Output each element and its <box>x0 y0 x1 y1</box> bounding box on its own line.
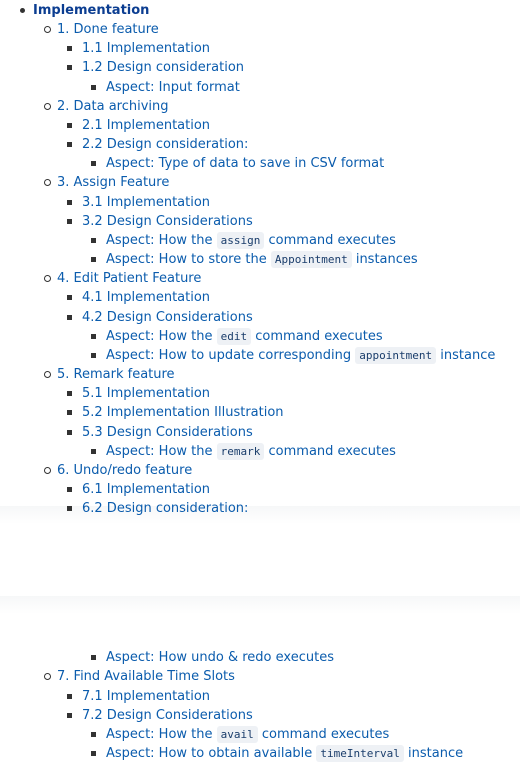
circle-bullet <box>44 371 51 378</box>
toc-link[interactable] <box>106 250 418 269</box>
square-bullet <box>67 391 72 396</box>
link-text: Aspect: How to update corresponding <box>106 348 356 363</box>
square-bullet <box>91 655 96 660</box>
toc-link[interactable]: 7.2 Design Considerations <box>82 708 253 723</box>
inline-code: avail <box>217 726 258 743</box>
link-text: instance <box>403 746 464 761</box>
square-bullet <box>91 732 96 737</box>
link-text: command executes <box>251 329 383 344</box>
inline-code: Appointment <box>271 251 352 268</box>
inline-code: appointment <box>355 347 436 364</box>
toc-link[interactable]: Aspect: Input format <box>106 80 240 95</box>
toc-link[interactable]: 2.2 Design consideration: <box>82 137 249 152</box>
square-bullet <box>91 353 96 358</box>
inline-code: assign <box>217 232 265 249</box>
toc-link[interactable]: 2. Data archiving <box>57 99 169 114</box>
link-text: Aspect: How the <box>106 727 217 742</box>
square-bullet <box>91 449 96 454</box>
link-text: instances <box>351 252 418 267</box>
link-text: command executes <box>264 444 396 459</box>
circle-bullet <box>44 673 51 680</box>
square-bullet <box>67 295 72 300</box>
circle-bullet <box>44 179 51 186</box>
circle-bullet <box>44 26 51 33</box>
square-bullet <box>91 238 96 243</box>
square-bullet <box>91 334 96 339</box>
square-bullet <box>67 65 72 70</box>
toc-link[interactable]: 3. Assign Feature <box>57 175 170 190</box>
toc-link[interactable] <box>106 346 495 365</box>
toc-link[interactable]: 6. Undo/redo feature <box>57 463 193 478</box>
square-bullet <box>91 257 96 262</box>
toc-link[interactable]: 3.1 Implementation <box>82 195 211 210</box>
square-bullet <box>67 123 72 128</box>
square-bullet <box>67 694 72 699</box>
toc-link[interactable]: 5.1 Implementation <box>82 386 211 401</box>
toc-link[interactable]: 1. Done feature <box>57 22 159 37</box>
toc-link[interactable]: Aspect: Type of data to save in CSV format <box>106 156 385 171</box>
toc-link[interactable]: 4.2 Design Considerations <box>82 310 253 325</box>
inline-code: timeInterval <box>316 745 403 762</box>
circle-bullet <box>44 467 51 474</box>
square-bullet <box>91 161 96 166</box>
link-text: Aspect: How the <box>106 329 217 344</box>
toc-link[interactable]: 4.1 Implementation <box>82 290 211 305</box>
square-bullet <box>67 487 72 492</box>
toc-link[interactable]: 3.2 Design Considerations <box>82 214 253 229</box>
toc-link[interactable] <box>106 744 463 763</box>
inline-code: remark <box>217 443 265 460</box>
toc-link[interactable]: 6.1 Implementation <box>82 482 211 497</box>
square-bullet <box>67 219 72 224</box>
disc-bullet <box>20 8 25 13</box>
square-bullet <box>67 142 72 147</box>
square-bullet <box>67 506 72 511</box>
toc-link[interactable]: 5.2 Implementation Illustration <box>82 405 284 420</box>
toc-link[interactable]: 5.3 Design Considerations <box>82 425 253 440</box>
link-text: command executes <box>257 727 390 742</box>
square-bullet <box>67 46 72 51</box>
toc-link[interactable]: 2.1 Implementation <box>82 118 211 133</box>
square-bullet <box>67 713 72 718</box>
toc-link[interactable]: 7.1 Implementation <box>82 689 211 704</box>
square-bullet <box>91 85 96 90</box>
circle-bullet <box>44 275 51 282</box>
link-text: Aspect: How to obtain available <box>106 746 317 761</box>
square-bullet <box>67 430 72 435</box>
square-bullet <box>67 200 72 205</box>
circle-bullet <box>44 103 51 110</box>
toc-link[interactable] <box>106 327 383 346</box>
link-text: command executes <box>264 233 396 248</box>
toc-link[interactable]: 5. Remark feature <box>57 367 175 382</box>
link-text: Aspect: How the <box>106 444 217 459</box>
toc-link[interactable]: Aspect: How undo & redo executes <box>106 650 334 665</box>
toc-link[interactable]: 6.2 Design consideration: <box>82 501 249 516</box>
toc-link[interactable] <box>106 442 396 461</box>
background-band <box>0 596 520 614</box>
toc-link[interactable]: 1.1 Implementation <box>82 41 211 56</box>
toc-link[interactable]: 1.2 Design consideration <box>82 60 245 75</box>
toc-link[interactable] <box>106 231 396 250</box>
background-band <box>0 506 520 524</box>
inline-code: edit <box>217 328 252 345</box>
square-bullet <box>91 751 96 756</box>
toc-link[interactable]: 7. Find Available Time Slots <box>57 669 235 684</box>
link-text: instance <box>436 348 496 363</box>
toc-link[interactable] <box>106 725 389 744</box>
square-bullet <box>67 315 72 320</box>
link-text: Aspect: How the <box>106 233 217 248</box>
toc-link[interactable]: Implementation <box>33 3 150 18</box>
toc-link[interactable]: 4. Edit Patient Feature <box>57 271 202 286</box>
square-bullet <box>67 410 72 415</box>
link-text: Aspect: How to store the <box>106 252 271 267</box>
